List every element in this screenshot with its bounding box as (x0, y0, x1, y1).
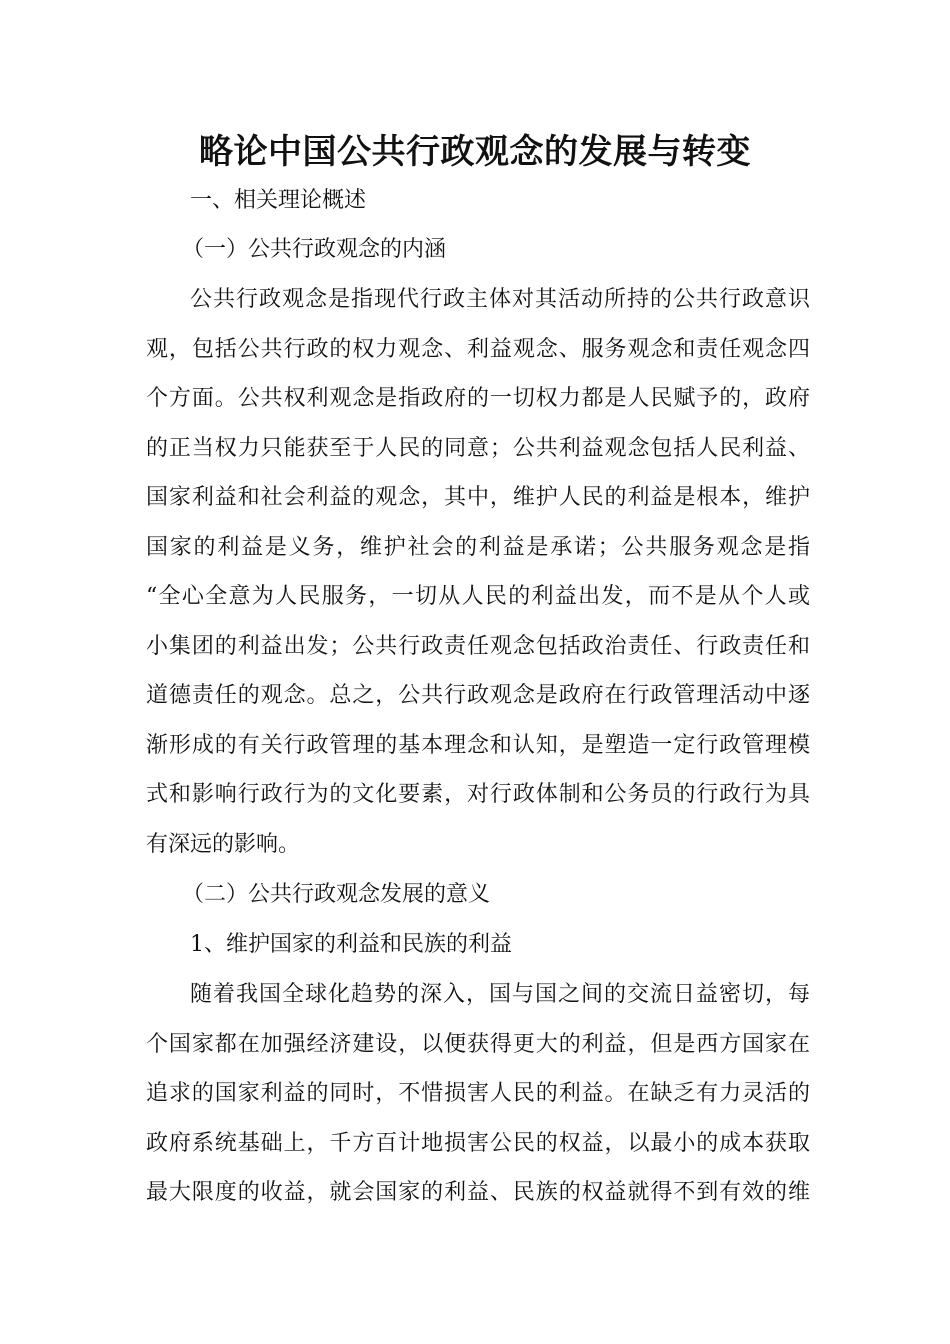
paragraph-line: 国家利益和社会利益的观念，其中，维护人民的利益是根本，维护 (146, 485, 810, 510)
paragraph-line: “全心全意为人民服务，一切从人民的利益出发，而不是从个人或 (146, 584, 810, 609)
paragraph-line: 国家的利益是义务，维护社会的利益是承诺；公共服务观念是指 (146, 534, 810, 560)
paragraph-line: 的正当权力只能获至于人民的同意；公共利益观念包括人民利益、 (146, 435, 810, 461)
paragraph-line: 观，包括公共行政的权力观念、利益观念、服务观念和责任观念四 (146, 336, 810, 362)
section-heading: 一、相关理论概述 (190, 188, 367, 213)
paragraph-concept (146, 285, 810, 879)
paragraph-significance (146, 980, 810, 1228)
paragraph-line: 个方面。公共权利观念是指政府的一切权力都是人民赋予的，政府 (146, 386, 810, 411)
paragraph-line: 渐形成的有关行政管理的基本理念和认知，是塑造一定行政管理模 (146, 732, 810, 758)
paragraph-line: 个国家都在加强经济建设，以便获得更大的利益，但是西方国家在 (146, 1031, 810, 1057)
paragraph-line: 追求的国家利益的同时，不惜损害人民的利益。在缺乏有力灵活的 (146, 1081, 810, 1106)
paragraph-line: 小集团的利益出发；公共行政责任观念包括政治责任、行政责任和 (146, 633, 810, 659)
paragraph-line: 公共行政观念是指现代行政主体对其活动所持的公共行政意识 (190, 287, 810, 312)
paragraph-line: 最大限度的收益，就会国家的利益、民族的权益就得不到有效的维 (146, 1180, 810, 1205)
document-title: 略论中国公共行政观念的发展与转变 (199, 132, 751, 172)
paragraph-line: 道德责任的观念。总之，公共行政观念是政府在行政管理活动中逐 (146, 683, 810, 708)
paragraph-line: 随着我国全球化趋势的深入，国与国之间的交流日益密切，每 (190, 982, 810, 1007)
paragraph-line: 式和影响行政行为的文化要素，对行政体制和公务员的行政行为具 (146, 782, 810, 807)
subsection-heading: （一）公共行政观念的内涵 (182, 237, 447, 262)
paragraph-line: 有深远的影响。 (146, 831, 301, 857)
paragraph-line: 政府系统基础上，千方百计地损害公民的权益，以最小的成本获取 (146, 1130, 810, 1156)
subsection-heading: （二）公共行政观念发展的意义 (182, 882, 491, 907)
point-heading: 1、维护国家的利益和民族的利益 (190, 932, 512, 957)
